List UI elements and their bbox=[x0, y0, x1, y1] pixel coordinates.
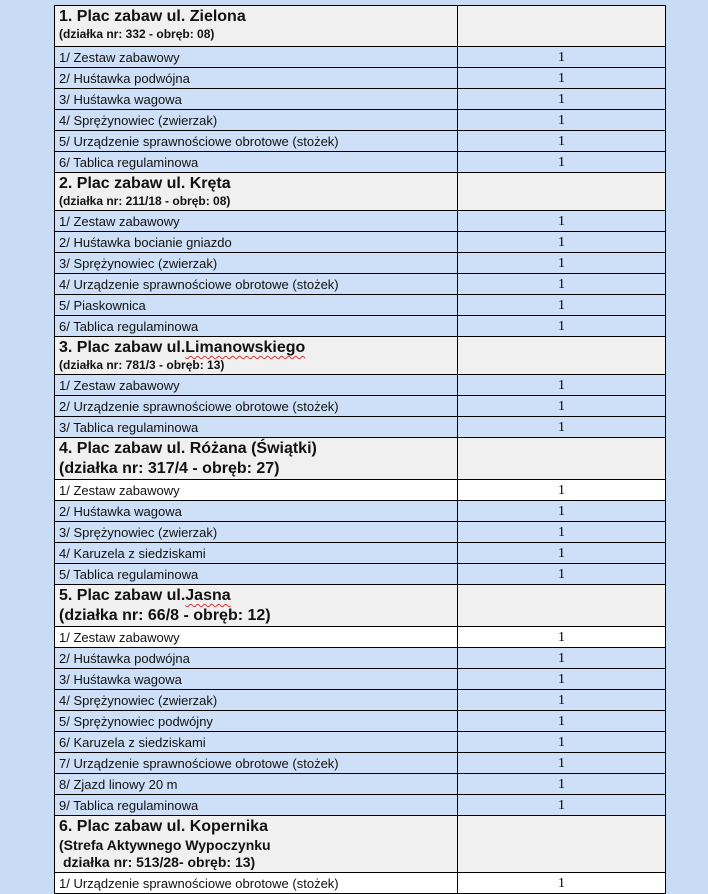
item-name: 9/ Tablica regulaminowa bbox=[55, 795, 458, 815]
item-name: 3/ Sprężynowiec (zwierzak) bbox=[55, 253, 458, 273]
item-qty: 1 bbox=[558, 298, 565, 313]
item-qty: 1 bbox=[558, 420, 565, 435]
item-name: 1/ Zestaw zabawowy bbox=[55, 627, 458, 647]
section-title bbox=[59, 338, 453, 358]
item-name: 8/ Zjazd linowy 20 m bbox=[55, 774, 458, 794]
table-row bbox=[54, 396, 666, 417]
item-qty: 1 bbox=[558, 756, 565, 771]
item-qty: 1 bbox=[558, 92, 565, 107]
item-qty: 1 bbox=[558, 504, 565, 519]
section-title: 6. Plac zabaw ul. Kopernika bbox=[59, 818, 268, 835]
section-title: 1. Plac zabaw ul. Zielona bbox=[59, 8, 246, 25]
item-qty: 1 bbox=[558, 714, 565, 729]
section-title-rest: Limanowskiego bbox=[185, 339, 306, 356]
table-row bbox=[54, 295, 666, 316]
item-name: 1/ Urządzenie sprawnościowe obrotowe (stożek) bbox=[55, 873, 458, 893]
table-row bbox=[54, 89, 666, 110]
table-row bbox=[54, 795, 666, 816]
item-name: 6/ Tablica regulaminowa bbox=[55, 152, 458, 172]
item-name: 2/ Huśtawka podwójna bbox=[55, 68, 458, 88]
qty-header-cell bbox=[458, 337, 665, 374]
table-row bbox=[54, 522, 666, 543]
item-name: 2/ Huśtawka podwójna bbox=[55, 648, 458, 668]
item-name: 3/ Huśtawka wagowa bbox=[55, 89, 458, 109]
qty-header-cell bbox=[458, 173, 665, 210]
table-row bbox=[54, 375, 666, 396]
table-row bbox=[54, 690, 666, 711]
item-qty: 1 bbox=[558, 630, 565, 645]
item-name: 4/ Urządzenie sprawnościowe obrotowe (stożek) bbox=[55, 274, 458, 294]
section-subtitle: (działka nr: 211/18 - obręb: 08) bbox=[59, 194, 231, 208]
qty-header-cell bbox=[458, 585, 665, 626]
table-row bbox=[54, 543, 666, 564]
item-qty: 1 bbox=[558, 525, 565, 540]
item-name: 1/ Zestaw zabawowy bbox=[55, 211, 458, 231]
item-qty: 1 bbox=[558, 798, 565, 813]
item-qty: 1 bbox=[558, 735, 565, 750]
section-header bbox=[54, 816, 666, 873]
item-name: 6/ Karuzela z siedziskami bbox=[55, 732, 458, 752]
section-title-prefix: 5. Plac zabaw ul. bbox=[59, 587, 186, 604]
section-header bbox=[54, 173, 666, 211]
item-qty: 1 bbox=[558, 71, 565, 86]
section-header bbox=[54, 438, 666, 480]
table-row bbox=[54, 753, 666, 774]
item-name: 1/ Zestaw zabawowy bbox=[55, 375, 458, 395]
section-header bbox=[54, 337, 666, 375]
table-row bbox=[54, 774, 666, 795]
table-row bbox=[54, 501, 666, 522]
qty-header-cell bbox=[458, 6, 665, 46]
item-qty: 1 bbox=[558, 546, 565, 561]
item-name: 7/ Urządzenie sprawnościowe obrotowe (stożek) bbox=[55, 753, 458, 773]
table-row bbox=[54, 417, 666, 438]
section-subtitle-line-1: (Strefa Aktywnego Wypoczynku bbox=[59, 837, 271, 853]
item-name: 3/ Tablica regulaminowa bbox=[55, 417, 458, 437]
section-header bbox=[54, 585, 666, 627]
item-name: 2/ Huśtawka bocianie gniazdo bbox=[55, 232, 458, 252]
section-subtitle: (działka nr: 317/4 - obręb: 27) bbox=[59, 460, 280, 477]
item-qty: 1 bbox=[558, 777, 565, 792]
item-name: 6/ Tablica regulaminowa bbox=[55, 316, 458, 336]
item-qty: 1 bbox=[558, 277, 565, 292]
item-qty: 1 bbox=[558, 672, 565, 687]
table-row bbox=[54, 480, 666, 501]
section-title: 4. Plac zabaw ul. Różana (Świątki) bbox=[59, 440, 317, 457]
item-name: 1/ Zestaw zabawowy bbox=[55, 47, 458, 67]
table-row bbox=[54, 648, 666, 669]
table-row bbox=[54, 131, 666, 152]
table-row bbox=[54, 873, 666, 894]
item-qty: 1 bbox=[558, 113, 565, 128]
table-row bbox=[54, 316, 666, 337]
table-row bbox=[54, 68, 666, 89]
item-name: 4/ Sprężynowiec (zwierzak) bbox=[55, 690, 458, 710]
table-row bbox=[54, 211, 666, 232]
table-row bbox=[54, 732, 666, 753]
section-subtitle: (działka nr: 66/8 - obręb: 12) bbox=[59, 607, 271, 624]
section-title-prefix: 3. Plac zabaw ul. bbox=[59, 339, 186, 356]
table-row bbox=[54, 232, 666, 253]
item-name: 5/ Urządzenie sprawnościowe obrotowe (stożek) bbox=[55, 131, 458, 151]
table-row bbox=[54, 253, 666, 274]
section-title-cell bbox=[55, 816, 458, 872]
section-subtitle: (działka nr: 781/3 - obręb: 13) bbox=[59, 358, 225, 372]
item-name: 3/ Sprężynowiec (zwierzak) bbox=[55, 522, 458, 542]
item-name: 5/ Tablica regulaminowa bbox=[55, 564, 458, 584]
item-qty: 1 bbox=[558, 651, 565, 666]
item-name: 4/ Sprężynowiec (zwierzak) bbox=[55, 110, 458, 130]
table-row bbox=[54, 110, 666, 131]
section-title: 2. Plac zabaw ul. Kręta bbox=[59, 175, 231, 192]
item-qty: 1 bbox=[558, 319, 565, 334]
section-title-cell bbox=[55, 173, 458, 210]
table-row bbox=[54, 627, 666, 648]
qty-header-cell bbox=[458, 816, 665, 872]
item-name: 4/ Karuzela z siedziskami bbox=[55, 543, 458, 563]
item-qty: 1 bbox=[558, 483, 565, 498]
item-qty: 1 bbox=[558, 214, 565, 229]
item-qty: 1 bbox=[558, 567, 565, 582]
item-qty: 1 bbox=[558, 693, 565, 708]
section-header bbox=[54, 6, 666, 47]
item-qty: 1 bbox=[558, 235, 565, 250]
section-title-cell bbox=[55, 6, 458, 46]
section-subtitle-line-2: działka nr: 513/28- obręb: 13) bbox=[63, 854, 256, 870]
table-row bbox=[54, 274, 666, 295]
section-subtitle: (działka nr: 332 - obręb: 08) bbox=[59, 27, 215, 41]
item-name: 1/ Zestaw zabawowy bbox=[55, 480, 458, 500]
table-row bbox=[54, 47, 666, 68]
item-qty: 1 bbox=[558, 50, 565, 65]
item-name: 2/ Urządzenie sprawnościowe obrotowe (stożek) bbox=[55, 396, 458, 416]
table-row bbox=[54, 711, 666, 732]
section-title-rest: Jasna bbox=[185, 587, 231, 604]
item-qty: 1 bbox=[558, 876, 565, 891]
table-row bbox=[54, 152, 666, 173]
item-qty: 1 bbox=[558, 378, 565, 393]
item-qty: 1 bbox=[558, 256, 565, 271]
section-title-cell bbox=[55, 438, 458, 479]
item-name: 5/ Sprężynowiec podwójny bbox=[55, 711, 458, 731]
qty-header-cell bbox=[458, 438, 665, 479]
item-name: 3/ Huśtawka wagowa bbox=[55, 669, 458, 689]
item-qty: 1 bbox=[558, 399, 565, 414]
table-row bbox=[54, 669, 666, 690]
section-title-cell bbox=[55, 585, 458, 626]
equipment-table bbox=[54, 5, 666, 894]
item-qty: 1 bbox=[558, 155, 565, 170]
item-qty: 1 bbox=[558, 134, 565, 149]
item-name: 5/ Piaskownica bbox=[55, 295, 458, 315]
section-title-cell bbox=[55, 337, 458, 374]
section-title bbox=[59, 586, 453, 606]
table-row bbox=[54, 564, 666, 585]
item-name: 2/ Huśtawka wagowa bbox=[55, 501, 458, 521]
